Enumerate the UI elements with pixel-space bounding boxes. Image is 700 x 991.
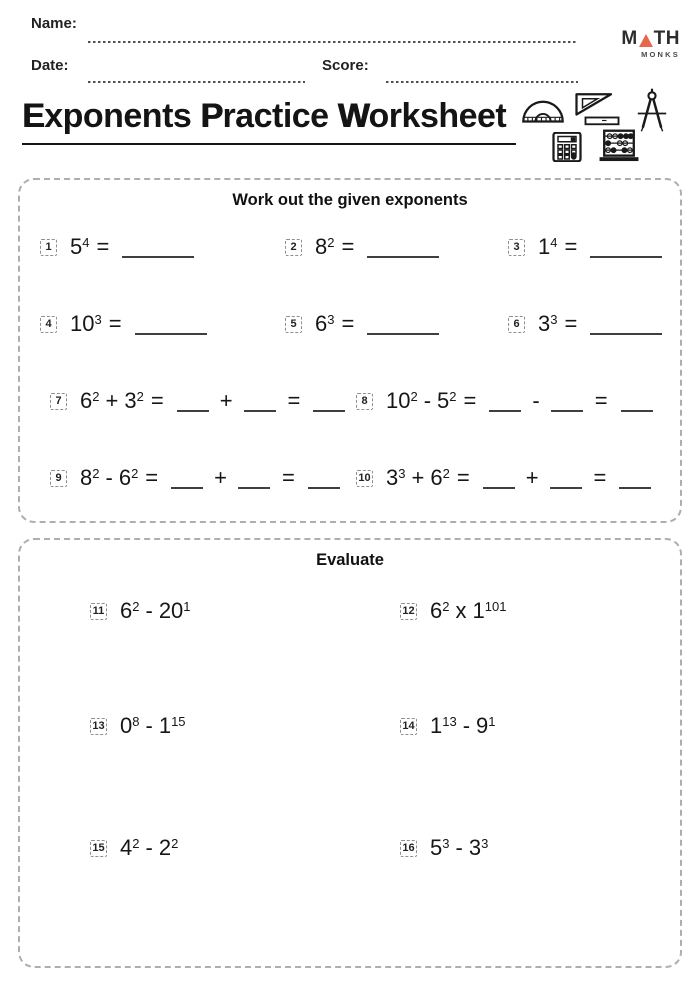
exponent: 2	[92, 389, 100, 404]
problem	[400, 598, 506, 624]
answer-blank	[122, 255, 194, 258]
problem-expression	[120, 713, 186, 739]
problem-row	[20, 311, 680, 343]
exponent: 2	[442, 466, 450, 481]
answer-blank	[313, 409, 345, 412]
exponent: 4	[550, 235, 558, 250]
exponent: 3	[481, 836, 489, 851]
operator: =	[564, 234, 578, 259]
operator: +	[525, 465, 539, 490]
power-term: $0^8$	[120, 713, 140, 738]
problem-expression	[80, 388, 350, 414]
power-term: $10^3$	[70, 311, 102, 336]
exponent: 2	[131, 466, 139, 481]
calculator-icon	[552, 132, 582, 162]
problem-row	[20, 234, 680, 266]
problem-expression	[430, 713, 496, 739]
operator: =	[456, 465, 470, 490]
problem-number-badge: 6	[508, 316, 525, 333]
problem-expression	[538, 311, 667, 337]
answer-blank	[590, 255, 662, 258]
answer-blank	[367, 255, 439, 258]
power-term: $1^4$	[538, 234, 558, 259]
date-fill-line	[88, 81, 305, 83]
exponent: 2	[327, 235, 335, 250]
power-term: $9^1$	[476, 713, 496, 738]
operator: -	[423, 388, 432, 413]
power-term: $3^2$	[124, 388, 144, 413]
score-label: Score:	[322, 57, 369, 74]
power-term: $10^2$	[386, 388, 418, 413]
problem-expression	[386, 388, 658, 414]
problem-row	[20, 835, 680, 867]
power-term: $6^2$	[80, 388, 100, 413]
power-term: $5^3$	[430, 835, 450, 860]
answer-blank	[619, 486, 651, 489]
operator: =	[108, 311, 122, 336]
compass-icon	[634, 88, 670, 132]
power-term: $3^3$	[468, 835, 489, 860]
problem-number-badge: 1	[40, 239, 57, 256]
problem-number-badge: 5	[285, 316, 302, 333]
page-title: Exponents Practice Worksheet	[22, 97, 516, 145]
abacus-icon	[598, 129, 640, 162]
power-term: $1^{13}$	[430, 713, 457, 738]
problem-number-badge: 13	[90, 718, 107, 735]
answer-blank	[244, 409, 276, 412]
power-term: $6^3$	[315, 311, 335, 336]
problem	[508, 311, 667, 337]
problem	[90, 713, 186, 739]
protractor-icon	[520, 98, 566, 126]
problem-expression	[120, 835, 178, 861]
problem-number-badge: 7	[50, 393, 67, 410]
problem	[40, 311, 212, 337]
exponent: 4	[82, 235, 90, 250]
title-initial: W	[337, 97, 369, 135]
section-evaluate	[18, 538, 682, 968]
exponent: 2	[410, 389, 418, 404]
problem	[356, 465, 656, 491]
power-term: $8^2$	[80, 465, 100, 490]
problem-expression	[315, 234, 444, 260]
operator: +	[411, 465, 425, 490]
exponent: 2	[136, 389, 144, 404]
problem	[90, 835, 178, 861]
problem-number-badge: 16	[400, 840, 417, 857]
problem-number-badge: 10	[356, 470, 373, 487]
logo-m: M	[621, 28, 638, 49]
problem-number-badge: 12	[400, 603, 417, 620]
exponent: 3	[327, 312, 335, 327]
set-square-icon	[572, 92, 620, 128]
problem-expression	[315, 311, 444, 337]
power-term: $3^3$	[538, 311, 558, 336]
problem-expression	[430, 835, 488, 861]
exponent: 13	[442, 714, 457, 729]
math-monks-logo	[616, 29, 680, 59]
exponent: 101	[484, 599, 507, 614]
operator: -	[145, 713, 153, 738]
problem	[40, 234, 199, 260]
answer-blank	[621, 409, 653, 412]
power-term: $6^2$	[430, 465, 450, 490]
logo-th: TH	[653, 28, 680, 49]
problem-number-badge: 2	[285, 239, 302, 256]
power-term: $1^{101}$	[472, 598, 507, 623]
answer-blank	[238, 486, 270, 489]
power-term: $20^1$	[158, 598, 191, 623]
power-term: $6^2$	[118, 465, 139, 490]
operator: =	[145, 465, 159, 490]
power-term: $2^2$	[158, 835, 179, 860]
logo-subtext: MONKS	[641, 50, 680, 59]
answer-blank	[550, 486, 582, 489]
power-term: $1^{15}$	[158, 713, 186, 738]
operator: -	[532, 388, 540, 413]
answer-blank	[367, 332, 439, 335]
title-initial: E	[22, 97, 45, 135]
problem	[90, 598, 191, 624]
problem-number-badge: 11	[90, 603, 107, 620]
exponent: 2	[92, 466, 100, 481]
answer-blank	[590, 332, 662, 335]
power-term: $5^2$	[437, 388, 457, 413]
answer-blank	[171, 486, 203, 489]
logo-triangle-icon	[639, 34, 653, 47]
answer-blank	[489, 409, 521, 412]
exponent: 2	[132, 836, 140, 851]
date-label: Date:	[31, 57, 69, 74]
operator: =	[287, 388, 301, 413]
problem	[400, 835, 488, 861]
problem-row	[20, 713, 680, 745]
problem-number-badge: 9	[50, 470, 67, 487]
exponent: 15	[171, 714, 186, 729]
exponent: 2	[132, 599, 140, 614]
problem-expression	[70, 234, 199, 260]
problem	[400, 713, 496, 739]
score-fill-line	[386, 81, 578, 83]
operator: =	[96, 234, 110, 259]
exponent: 3	[442, 836, 450, 851]
operator: =	[593, 465, 607, 490]
problem-expression	[70, 311, 212, 337]
problem	[508, 234, 667, 260]
section-heading: Evaluate	[316, 551, 384, 569]
problem-number-badge: 8	[356, 393, 373, 410]
problem-expression	[538, 234, 667, 260]
problem	[285, 234, 444, 260]
operator: -	[462, 713, 471, 738]
problem-number-badge: 3	[508, 239, 525, 256]
power-term: $6^2$	[120, 598, 140, 623]
problem-expression	[120, 598, 191, 624]
answer-blank	[551, 409, 583, 412]
problem-row	[20, 388, 680, 420]
operator: =	[150, 388, 164, 413]
logo-wordmark	[616, 29, 680, 48]
exponent: 1	[183, 599, 191, 614]
operator: =	[282, 465, 295, 490]
exponent: 2	[171, 836, 179, 851]
operator: +	[214, 465, 228, 490]
power-term: $4^2$	[120, 835, 140, 860]
section-heading: Work out the given exponents	[232, 191, 468, 209]
operator: =	[341, 234, 355, 259]
power-term: $6^2$	[430, 598, 450, 623]
answer-blank	[177, 409, 209, 412]
section-work-out-exponents	[18, 178, 682, 523]
operator: -	[455, 835, 463, 860]
problem	[285, 311, 444, 337]
operator: =	[564, 311, 578, 336]
operator: +	[219, 388, 233, 413]
problem-expression	[430, 598, 506, 624]
exponent: 1	[488, 714, 496, 729]
operator: x	[455, 598, 467, 623]
operator: +	[105, 388, 119, 413]
problem-row	[20, 598, 680, 630]
answer-blank	[135, 332, 207, 335]
exponent: 3	[398, 466, 406, 481]
problem	[50, 388, 350, 414]
operator: =	[594, 388, 608, 413]
operator: -	[105, 465, 113, 490]
exponent: 3	[94, 312, 102, 327]
problem-number-badge: 4	[40, 316, 57, 333]
operator: -	[145, 835, 153, 860]
power-term: $3^3$	[386, 465, 406, 490]
operator: -	[145, 598, 153, 623]
problem-number-badge: 15	[90, 840, 107, 857]
title-initial: P	[200, 97, 223, 135]
exponent: 8	[132, 714, 140, 729]
problem	[356, 388, 658, 414]
operator: =	[341, 311, 355, 336]
problem	[50, 465, 345, 491]
problem-number-badge: 14	[400, 718, 417, 735]
math-tools-icons	[512, 88, 700, 170]
exponent: 2	[442, 599, 450, 614]
name-fill-line	[88, 41, 578, 43]
power-term: $5^4$	[70, 234, 90, 259]
answer-blank	[483, 486, 515, 489]
problem-expression	[80, 465, 345, 491]
power-term: $8^2$	[315, 234, 335, 259]
answer-blank	[308, 486, 340, 489]
problem-expression	[386, 465, 656, 491]
operator: =	[463, 388, 477, 413]
name-label: Name:	[31, 15, 77, 32]
exponent: 2	[449, 389, 457, 404]
problem-row	[20, 465, 680, 497]
exponent: 3	[550, 312, 558, 327]
